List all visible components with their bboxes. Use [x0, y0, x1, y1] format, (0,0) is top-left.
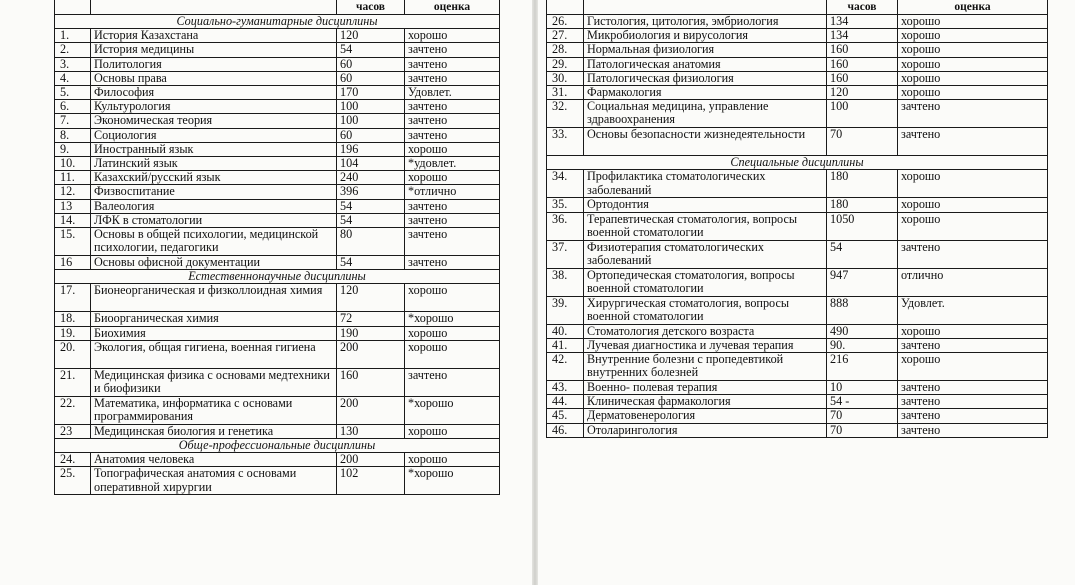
section-title: Естественнонаучные дисциплины	[55, 270, 500, 284]
grade-cell: зачтено	[405, 256, 500, 270]
subject-name: Фармакология	[584, 86, 827, 100]
subject-name: Патологическая анатомия	[584, 57, 827, 71]
grade-cell: зачтено	[405, 43, 500, 57]
grade-cell: *хорошо	[405, 396, 500, 424]
header-grade: оценка	[405, 0, 500, 15]
hours-cell: 134	[827, 15, 898, 29]
hours-cell: 160	[827, 43, 898, 57]
grade-cell: хорошо	[405, 424, 500, 438]
hours-cell: 180	[827, 170, 898, 198]
hours-cell: 160	[827, 57, 898, 71]
subject-name: Бионеорганическая и физколлоидная химия	[91, 284, 337, 312]
grade-cell: зачтено	[898, 100, 1048, 128]
table-row	[547, 15, 1048, 29]
hours-cell: 54	[337, 43, 405, 57]
subject-name: Латинский язык	[91, 157, 337, 171]
grades-table-right	[546, 0, 1048, 438]
grade-cell: зачтено	[405, 57, 500, 71]
hours-cell: 70	[827, 423, 898, 437]
row-number: 39.	[547, 296, 584, 324]
grade-cell: Удовлет.	[898, 296, 1048, 324]
hours-cell: 102	[337, 467, 405, 495]
table-row	[547, 268, 1048, 296]
row-number: 27.	[547, 29, 584, 43]
row-number: 3.	[55, 57, 91, 71]
row-number: 28.	[547, 43, 584, 57]
table-row	[547, 240, 1048, 268]
subject-name: Физвоспитание	[91, 185, 337, 199]
hours-cell: 72	[337, 312, 405, 326]
grade-cell: зачтено	[405, 71, 500, 85]
subject-name: ЛФК в стоматологии	[91, 213, 337, 227]
hours-cell: 200	[337, 453, 405, 467]
grade-cell: хорошо	[405, 453, 500, 467]
subject-name: Иностранный язык	[91, 142, 337, 156]
table-row	[547, 423, 1048, 437]
table-row	[547, 212, 1048, 240]
header-grade: оценка	[898, 0, 1048, 15]
row-number: 23	[55, 424, 91, 438]
row-number: 26.	[547, 15, 584, 29]
grade-cell: зачтено	[405, 199, 500, 213]
section-row	[55, 15, 500, 29]
hours-cell: 947	[827, 268, 898, 296]
row-number: 15.	[55, 228, 91, 256]
grade-cell: зачтено	[898, 128, 1048, 156]
grade-cell: зачтено	[898, 423, 1048, 437]
hours-cell: 54 -	[827, 395, 898, 409]
row-number: 20.	[55, 340, 91, 368]
subject-name: Экономическая теория	[91, 114, 337, 128]
table-row	[55, 114, 500, 128]
table-row	[547, 57, 1048, 71]
row-number: 11.	[55, 171, 91, 185]
grades-table-left	[54, 0, 500, 495]
subject-name: Валеология	[91, 199, 337, 213]
header-hours: часов	[337, 0, 405, 15]
row-number: 12.	[55, 185, 91, 199]
section-row	[547, 156, 1048, 170]
row-number: 37.	[547, 240, 584, 268]
hours-cell: 54	[337, 256, 405, 270]
table-row	[55, 43, 500, 57]
row-number: 21.	[55, 368, 91, 396]
hours-cell: 160	[337, 368, 405, 396]
row-number: 46.	[547, 423, 584, 437]
subject-name: Патологическая физиология	[584, 71, 827, 85]
subject-name: Ортодонтия	[584, 198, 827, 212]
hours-cell: 104	[337, 157, 405, 171]
subject-name: Гистология, цитология, эмбриология	[584, 15, 827, 29]
table-row	[55, 368, 500, 396]
grade-cell: хорошо	[898, 29, 1048, 43]
row-number: 35.	[547, 198, 584, 212]
subject-name: Ортопедическая стоматология, вопросы военной стоматологии	[584, 268, 827, 296]
grade-cell: зачтено	[405, 114, 500, 128]
hours-cell: 70	[827, 128, 898, 156]
hours-cell: 190	[337, 326, 405, 340]
table-row	[547, 296, 1048, 324]
row-number: 9.	[55, 142, 91, 156]
grade-cell: зачтено	[898, 240, 1048, 268]
row-number: 18.	[55, 312, 91, 326]
subject-name: Профилактика стоматологических заболеваний	[584, 170, 827, 198]
table-row	[55, 71, 500, 85]
hours-cell: 196	[337, 142, 405, 156]
grade-cell: Удовлет.	[405, 86, 500, 100]
table-row	[547, 381, 1048, 395]
hours-cell: 216	[827, 353, 898, 381]
grade-cell: *хорошо	[405, 467, 500, 495]
grade-cell: отлично	[898, 268, 1048, 296]
grade-cell: хорошо	[898, 57, 1048, 71]
row-number: 2.	[55, 43, 91, 57]
subject-name: Основы в общей психологии, медицинской психологии, педагогики	[91, 228, 337, 256]
hours-cell: 120	[337, 284, 405, 312]
table-row	[55, 340, 500, 368]
hours-cell: 100	[827, 100, 898, 128]
subject-name: Топографическая анатомия с основами оперативной хирургии	[91, 467, 337, 495]
table-row	[55, 453, 500, 467]
header-subject	[584, 0, 827, 15]
grade-cell: хорошо	[898, 198, 1048, 212]
row-number: 19.	[55, 326, 91, 340]
subject-name: Политология	[91, 57, 337, 71]
header-num	[547, 0, 584, 15]
table-row	[55, 57, 500, 71]
row-number: 13	[55, 199, 91, 213]
subject-name: Основы права	[91, 71, 337, 85]
grade-cell: зачтено	[405, 128, 500, 142]
table-row	[55, 284, 500, 312]
subject-name: Хирургическая стоматология, вопросы военной стоматологии	[584, 296, 827, 324]
hours-cell: 10	[827, 381, 898, 395]
row-number: 24.	[55, 453, 91, 467]
grade-cell: зачтено	[898, 338, 1048, 352]
table-row	[55, 256, 500, 270]
subject-name: Экология, общая гигиена, военная гигиена	[91, 340, 337, 368]
table-row	[55, 228, 500, 256]
table-row	[547, 409, 1048, 423]
hours-cell: 888	[827, 296, 898, 324]
section-row	[55, 439, 500, 453]
row-number: 16	[55, 256, 91, 270]
hours-cell: 60	[337, 128, 405, 142]
table-row	[55, 312, 500, 326]
row-number: 43.	[547, 381, 584, 395]
row-number: 29.	[547, 57, 584, 71]
hours-cell: 60	[337, 57, 405, 71]
subject-name: Медицинская биология и генетика	[91, 424, 337, 438]
table-row	[547, 100, 1048, 128]
grade-cell: хорошо	[898, 15, 1048, 29]
subject-name: Медицинская физика с основами медтехники и биофизики	[91, 368, 337, 396]
row-number: 45.	[547, 409, 584, 423]
grade-cell: хорошо	[898, 43, 1048, 57]
subject-name: Клиническая фармакология	[584, 395, 827, 409]
hours-cell: 180	[827, 198, 898, 212]
subject-name: История Казахстана	[91, 29, 337, 43]
hours-cell: 396	[337, 185, 405, 199]
grade-cell: зачтено	[898, 381, 1048, 395]
hours-cell: 134	[827, 29, 898, 43]
hours-cell: 1050	[827, 212, 898, 240]
row-number: 22.	[55, 396, 91, 424]
subject-name: Казахский/русский язык	[91, 171, 337, 185]
subject-name: Нормальная физиология	[584, 43, 827, 57]
table-row	[547, 29, 1048, 43]
subject-name: Социальная медицина, управление здравоохранения	[584, 100, 827, 128]
row-number: 38.	[547, 268, 584, 296]
table-row	[55, 185, 500, 199]
table-row	[547, 86, 1048, 100]
grade-cell: зачтено	[405, 100, 500, 114]
table-row	[547, 353, 1048, 381]
grade-cell: хорошо	[898, 86, 1048, 100]
grade-cell: зачтено	[405, 213, 500, 227]
row-number: 8.	[55, 128, 91, 142]
subject-name: Микробиология и вирусология	[584, 29, 827, 43]
subject-name: Математика, информатика с основами программирования	[91, 396, 337, 424]
table-row	[547, 338, 1048, 352]
table-row	[547, 324, 1048, 338]
table-row	[547, 71, 1048, 85]
table-row	[55, 100, 500, 114]
grade-cell: хорошо	[898, 353, 1048, 381]
hours-cell: 120	[827, 86, 898, 100]
row-number: 25.	[55, 467, 91, 495]
subject-name: Военно- полевая терапия	[584, 381, 827, 395]
grade-cell: зачтено	[405, 368, 500, 396]
row-number: 40.	[547, 324, 584, 338]
table-row	[55, 199, 500, 213]
subject-name: Отоларингология	[584, 423, 827, 437]
table-row	[55, 396, 500, 424]
grade-cell: *отлично	[405, 185, 500, 199]
hours-cell: 130	[337, 424, 405, 438]
row-number: 31.	[547, 86, 584, 100]
hours-cell: 100	[337, 114, 405, 128]
table-row	[55, 171, 500, 185]
header-num	[55, 0, 91, 15]
subject-name: Социология	[91, 128, 337, 142]
row-number: 4.	[55, 71, 91, 85]
grade-cell: хорошо	[405, 326, 500, 340]
subject-name: Дерматовенерология	[584, 409, 827, 423]
row-number: 10.	[55, 157, 91, 171]
row-number: 14.	[55, 213, 91, 227]
subject-name: История медицины	[91, 43, 337, 57]
grade-cell: зачтено	[898, 409, 1048, 423]
table-row	[55, 29, 500, 43]
right-page	[538, 0, 1075, 585]
table-row	[55, 157, 500, 171]
section-title: Обще-профессиональные дисциплины	[55, 439, 500, 453]
subject-name: Анатомия человека	[91, 453, 337, 467]
hours-cell: 54	[337, 199, 405, 213]
grade-cell: *удовлет.	[405, 157, 500, 171]
grade-cell: хорошо	[405, 142, 500, 156]
row-number: 7.	[55, 114, 91, 128]
subject-name: Биоорганическая химия	[91, 312, 337, 326]
grade-cell: хорошо	[898, 170, 1048, 198]
row-number: 42.	[547, 353, 584, 381]
section-title: Социально-гуманитарные дисциплины	[55, 15, 500, 29]
table-row	[55, 467, 500, 495]
subject-name: Терапевтическая стоматология, вопросы военной стоматологии	[584, 212, 827, 240]
row-number: 33.	[547, 128, 584, 156]
row-number: 5.	[55, 86, 91, 100]
grade-cell: зачтено	[898, 395, 1048, 409]
subject-name: Биохимия	[91, 326, 337, 340]
hours-cell: 490	[827, 324, 898, 338]
hours-cell: 70	[827, 409, 898, 423]
hours-cell: 54	[827, 240, 898, 268]
hours-cell: 160	[827, 71, 898, 85]
section-title: Специальные дисциплины	[547, 156, 1048, 170]
subject-name: Стоматология детского возраста	[584, 324, 827, 338]
row-number: 30.	[547, 71, 584, 85]
grade-cell: хорошо	[405, 340, 500, 368]
hours-cell: 80	[337, 228, 405, 256]
grade-cell: хорошо	[898, 71, 1048, 85]
hours-cell: 120	[337, 29, 405, 43]
subject-name: Философия	[91, 86, 337, 100]
grade-cell: хорошо	[405, 171, 500, 185]
grade-cell: хорошо	[405, 284, 500, 312]
grade-cell: хорошо	[405, 29, 500, 43]
row-number: 17.	[55, 284, 91, 312]
table-row	[547, 43, 1048, 57]
row-number: 44.	[547, 395, 584, 409]
grade-cell: зачтено	[405, 228, 500, 256]
table-row	[55, 326, 500, 340]
row-number: 34.	[547, 170, 584, 198]
grade-cell: хорошо	[898, 324, 1048, 338]
header-subject	[91, 0, 337, 15]
hours-cell: 90.	[827, 338, 898, 352]
subject-name: Основы безопасности жизнедеятельности	[584, 128, 827, 156]
hours-cell: 200	[337, 340, 405, 368]
table-row	[55, 128, 500, 142]
row-number: 1.	[55, 29, 91, 43]
hours-cell: 60	[337, 71, 405, 85]
grade-cell: хорошо	[898, 212, 1048, 240]
subject-name: Внутренние болезни с пропедевтикой внутренних болезней	[584, 353, 827, 381]
table-row	[55, 86, 500, 100]
row-number: 32.	[547, 100, 584, 128]
table-header-row	[547, 0, 1048, 15]
subject-name: Культурология	[91, 100, 337, 114]
row-number: 36.	[547, 212, 584, 240]
hours-cell: 170	[337, 86, 405, 100]
subject-name: Основы офисной документации	[91, 256, 337, 270]
table-row	[547, 395, 1048, 409]
subject-name: Лучевая диагностика и лучевая терапия	[584, 338, 827, 352]
table-row	[547, 128, 1048, 156]
subject-name: Физиотерапия стоматологических заболеваний	[584, 240, 827, 268]
section-row	[55, 270, 500, 284]
row-number: 6.	[55, 100, 91, 114]
table-row	[55, 213, 500, 227]
grade-cell: *хорошо	[405, 312, 500, 326]
table-row	[547, 170, 1048, 198]
table-header-row	[55, 0, 500, 15]
row-number: 41.	[547, 338, 584, 352]
table-row	[55, 142, 500, 156]
table-row	[547, 198, 1048, 212]
header-hours: часов	[827, 0, 898, 15]
hours-cell: 200	[337, 396, 405, 424]
hours-cell: 100	[337, 100, 405, 114]
left-page	[0, 0, 532, 585]
hours-cell: 54	[337, 213, 405, 227]
table-row	[55, 424, 500, 438]
hours-cell: 240	[337, 171, 405, 185]
